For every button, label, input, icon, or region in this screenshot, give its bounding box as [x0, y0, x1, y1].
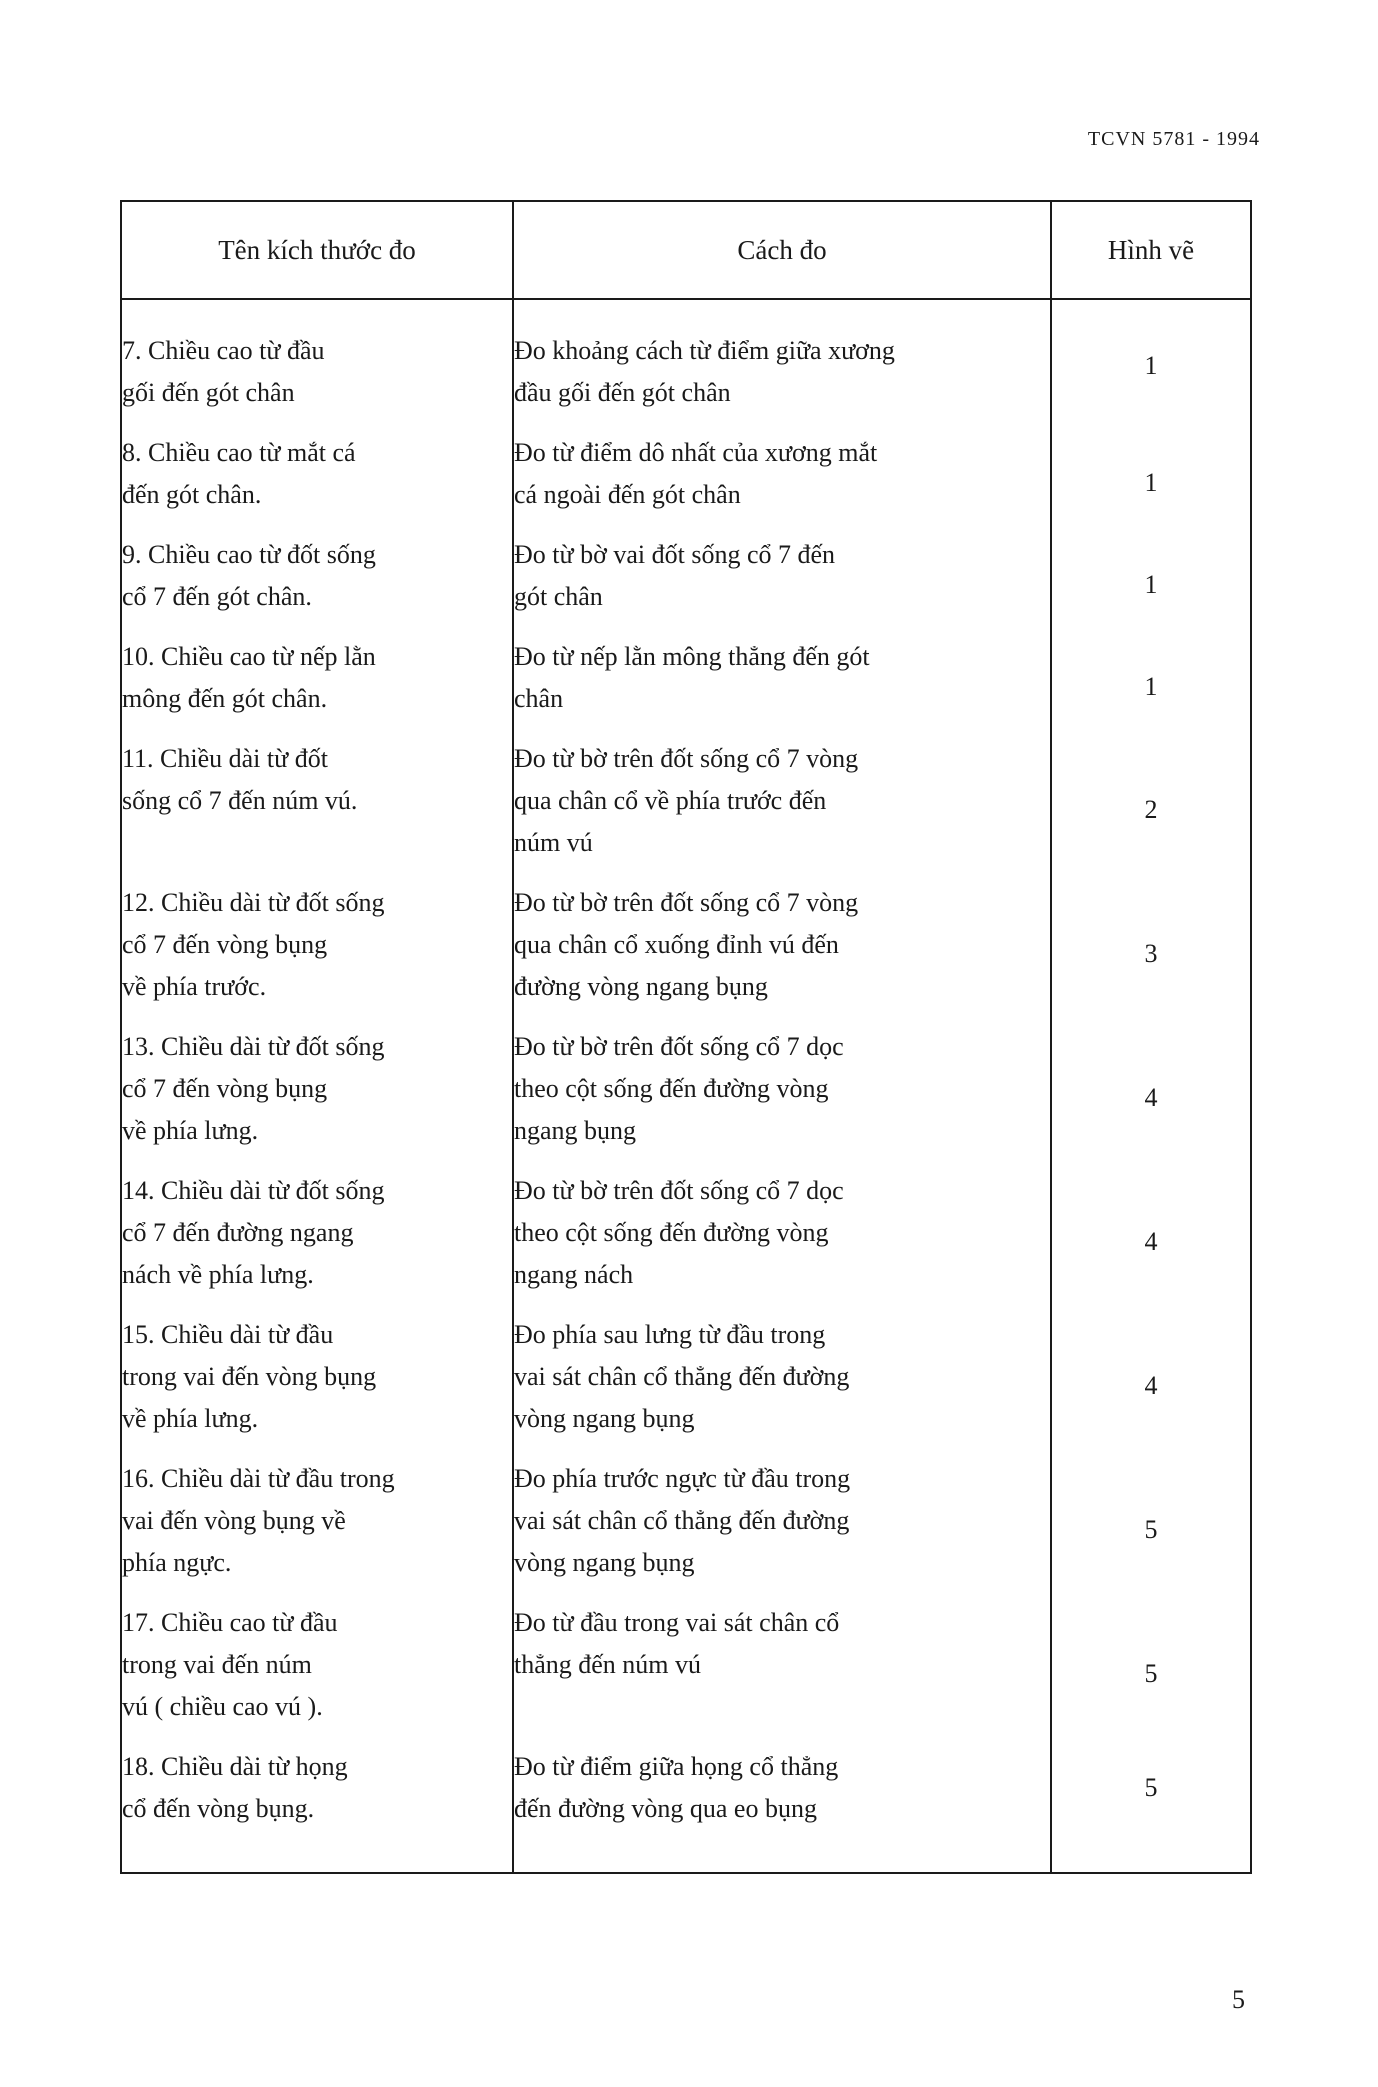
column-header-name: Tên kích thước đo — [121, 201, 513, 299]
measurement-method: Đo từ bờ trên đốt sống cổ 7 vòng qua chân cổ xuống đỉnh vú đến đường vòng ngang bụng — [513, 882, 1051, 1026]
measurement-method: Đo từ bờ trên đốt sống cổ 7 dọc theo cột sống đến đường vòng ngang nách — [513, 1170, 1051, 1314]
figure-number: 5 — [1051, 1602, 1251, 1746]
table-row — [121, 636, 1251, 738]
standard-code: TCVN 5781 - 1994 — [1087, 128, 1260, 150]
measurement-method: Đo từ bờ vai đốt sống cổ 7 đến gót chân — [513, 534, 1051, 636]
table-row — [121, 1458, 1251, 1602]
figure-number: 4 — [1051, 1170, 1251, 1314]
measurement-method: Đo khoảng cách từ điểm giữa xương đầu gối đến gót chân — [513, 299, 1051, 432]
measurement-method: Đo phía sau lưng từ đầu trong vai sát chân cổ thẳng đến đường vòng ngang bụng — [513, 1314, 1051, 1458]
page-number: 5 — [1232, 1985, 1245, 2014]
figure-number: 5 — [1051, 1746, 1251, 1873]
table-row — [121, 299, 1251, 432]
figure-number: 1 — [1051, 299, 1251, 432]
measurement-name: 8. Chiều cao từ mắt cá đến gót chân. — [121, 432, 513, 534]
measurement-name: 14. Chiều dài từ đốt sống cổ 7 đến đường ngang nách về phía lưng. — [121, 1170, 513, 1314]
measurement-method: Đo phía trước ngực từ đầu trong vai sát chân cổ thẳng đến đường vòng ngang bụng — [513, 1458, 1051, 1602]
table-row — [121, 1314, 1251, 1458]
table-row — [121, 1746, 1251, 1873]
measurement-name: 10. Chiều cao từ nếp lằn mông đến gót chân. — [121, 636, 513, 738]
figure-number: 2 — [1051, 738, 1251, 882]
table-row — [121, 432, 1251, 534]
measurement-method: Đo từ đầu trong vai sát chân cổ thẳng đến núm vú — [513, 1602, 1051, 1746]
figure-number: 4 — [1051, 1026, 1251, 1170]
measurement-table — [120, 200, 1252, 1874]
measurement-method: Đo từ bờ trên đốt sống cổ 7 vòng qua chân cổ về phía trước đến núm vú — [513, 738, 1051, 882]
figure-number: 5 — [1051, 1458, 1251, 1602]
table-row — [121, 882, 1251, 1026]
figure-number: 1 — [1051, 432, 1251, 534]
measurement-name: 11. Chiều dài từ đốt sống cổ 7 đến núm vú. — [121, 738, 513, 882]
table-header-row — [121, 201, 1251, 299]
figure-number: 3 — [1051, 882, 1251, 1026]
table-row — [121, 1026, 1251, 1170]
figure-number: 1 — [1051, 636, 1251, 738]
table-row — [121, 738, 1251, 882]
measurement-method: Đo từ bờ trên đốt sống cổ 7 dọc theo cột sống đến đường vòng ngang bụng — [513, 1026, 1051, 1170]
measurement-method: Đo từ điểm giữa họng cổ thẳng đến đường vòng qua eo bụng — [513, 1746, 1051, 1873]
measurement-name: 13. Chiều dài từ đốt sống cổ 7 đến vòng bụng về phía lưng. — [121, 1026, 513, 1170]
measurement-name: 7. Chiều cao từ đầu gối đến gót chân — [121, 299, 513, 432]
table-row — [121, 534, 1251, 636]
figure-number: 4 — [1051, 1314, 1251, 1458]
measurement-name: 15. Chiều dài từ đầu trong vai đến vòng bụng về phía lưng. — [121, 1314, 513, 1458]
measurement-method: Đo từ điểm dô nhất của xương mắt cá ngoài đến gót chân — [513, 432, 1051, 534]
table-row — [121, 1170, 1251, 1314]
column-header-figure: Hình vẽ — [1051, 201, 1251, 299]
measurement-name: 9. Chiều cao từ đốt sống cổ 7 đến gót chân. — [121, 534, 513, 636]
measurement-name: 18. Chiều dài từ họng cổ đến vòng bụng. — [121, 1746, 513, 1873]
measurement-name: 12. Chiều dài từ đốt sống cổ 7 đến vòng bụng về phía trước. — [121, 882, 513, 1026]
measurement-name: 17. Chiều cao từ đầu trong vai đến núm vú ( chiều cao vú ). — [121, 1602, 513, 1746]
column-header-method: Cách đo — [513, 201, 1051, 299]
table-row — [121, 1602, 1251, 1746]
measurement-name: 16. Chiều dài từ đầu trong vai đến vòng bụng về phía ngực. — [121, 1458, 513, 1602]
figure-number: 1 — [1051, 534, 1251, 636]
measurement-method: Đo từ nếp lằn mông thẳng đến gót chân — [513, 636, 1051, 738]
